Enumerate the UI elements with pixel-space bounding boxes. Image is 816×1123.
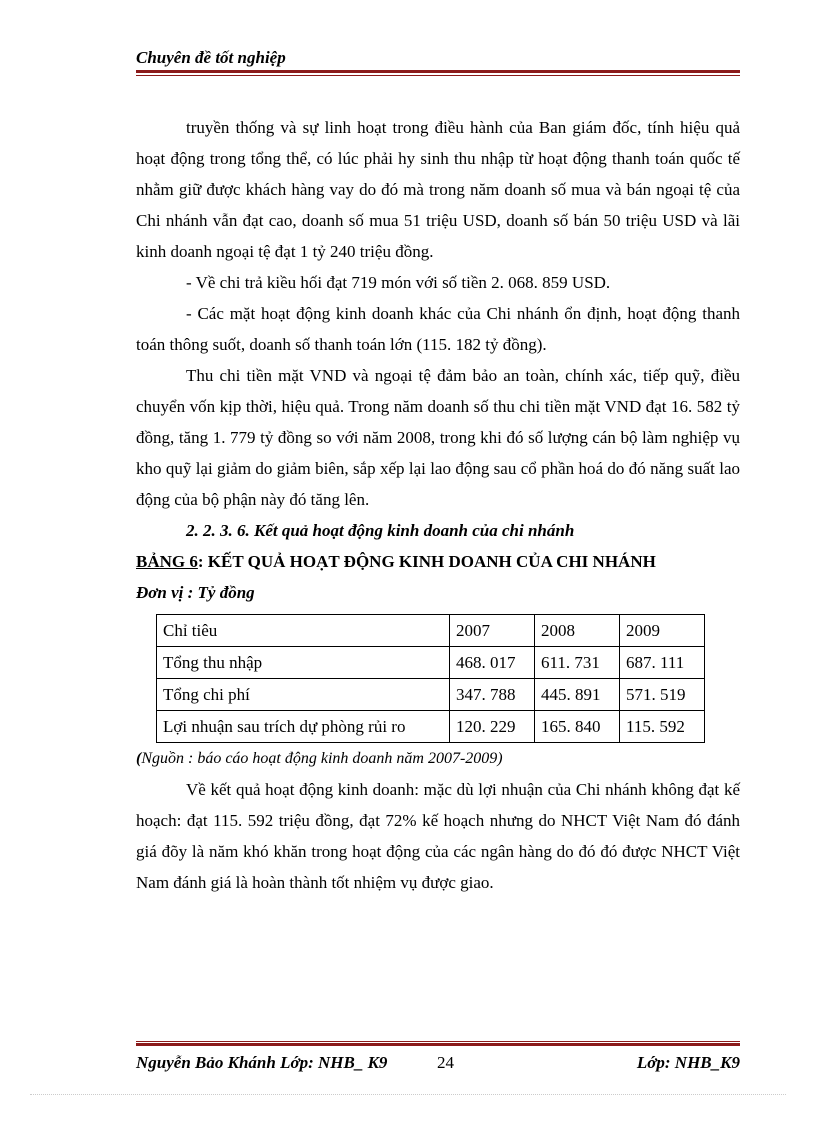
header-rule-thick xyxy=(136,70,740,73)
table-cell: 347. 788 xyxy=(450,679,535,711)
paragraph: Về kết quả hoạt động kinh doanh: mặc dù lợi nhuận của Chi nhánh không đạt kế hoạch: đạt 115. 592 triệu đồng, đạt 72% kế hoạch nhưng do NHCT Việt Nam đó đánh giá đõy là năm khó khăn trong hoạt động của các ngân hàng do đó đó được NHCT Việt Nam đánh giá là hoàn thành tốt nhiệm vụ được giao. xyxy=(136,780,740,892)
table-title xyxy=(136,546,740,577)
table-cell: Tổng chi phí xyxy=(157,679,450,711)
results-table xyxy=(156,614,705,743)
table-cell: 571. 519 xyxy=(620,679,705,711)
table-cell: 611. 731 xyxy=(535,647,620,679)
table-cell: 115. 592 xyxy=(620,711,705,743)
source-paren: ( xyxy=(136,750,142,767)
table-cell: 445. 891 xyxy=(535,679,620,711)
footer-class: Lớp: NHB_K9 xyxy=(636,1053,740,1072)
table-header-row xyxy=(157,615,705,647)
table-header-cell: Chỉ tiêu xyxy=(157,615,450,647)
source-text: Nguồn : báo cáo hoạt động kinh doanh năm 2007-2009) xyxy=(141,750,503,767)
page-edge-divider xyxy=(30,1094,786,1095)
footer-rule-thin xyxy=(136,1041,740,1042)
table-title-label: BẢNG 6 xyxy=(136,552,198,571)
section-heading: 2. 2. 3. 6. Kết quả hoạt động kinh doanh của chi nhánh xyxy=(186,521,575,540)
paragraph: - Các mặt hoạt động kinh doanh khác của Chi nhánh ổn định, hoạt động thanh toán thông suốt, doanh số thanh toán lớn (115. 182 tỷ đồng). xyxy=(136,304,740,354)
table-cell: 120. 229 xyxy=(450,711,535,743)
table-title-text: : KẾT QUẢ HOẠT ĐỘNG KINH DOANH CỦA CHI NHÁNH xyxy=(197,552,656,571)
table-cell: Tổng thu nhập xyxy=(157,647,450,679)
footer-author: Nguyễn Bảo Khánh Lớp: NHB_ K9 xyxy=(136,1053,388,1072)
table-cell: 687. 111 xyxy=(620,647,705,679)
page-header-title: Chuyên đề tốt nghiệp xyxy=(136,48,286,67)
table-row xyxy=(157,647,705,679)
table-row xyxy=(157,711,705,743)
paragraph: - Về chi trả kiều hối đạt 719 món với số tiền 2. 068. 859 USD. xyxy=(186,273,611,292)
table-source xyxy=(136,743,740,774)
header-rule-thin xyxy=(136,75,740,76)
page-number: 24 xyxy=(437,1053,454,1072)
document-body xyxy=(136,112,740,898)
table-row xyxy=(157,679,705,711)
paragraph: Thu chi tiền mặt VND và ngoại tệ đảm bảo an toàn, chính xác, tiếp quỹ, điều chuyển vốn kịp thời, hiệu quả. Trong năm doanh số thu chi tiền mặt VND đạt 16. 582 tỷ đồng, tăng 1. 779 tỷ đồng so với năm 2008, trong khi đó số lượng cán bộ làm nghiệp vụ kho quỹ lại giảm do giảm biên, sắp xếp lại lao động sau cổ phần hoá do đó năng suất lao động của bộ phận này đó tăng lên. xyxy=(136,366,740,509)
table-unit: Đơn vị : Tỷ đồng xyxy=(136,583,255,602)
table-header-cell: 2009 xyxy=(620,615,705,647)
footer-rule-thick xyxy=(136,1043,740,1046)
table-header-cell: 2007 xyxy=(450,615,535,647)
table-cell: 165. 840 xyxy=(535,711,620,743)
table-cell: Lợi nhuận sau trích dự phòng rủi ro xyxy=(157,711,450,743)
paragraph: truyền thống và sự linh hoạt trong điều hành của Ban giám đốc, tính hiệu quả hoạt động trong tổng thể, có lúc phải hy sinh thu nhập từ hoạt động thanh toán quốc tế nhằm giữ được khách hàng vay do đó mà trong năm doanh số mua và bán ngoại tệ của Chi nhánh vẫn đạt cao, doanh số mua 51 triệu USD, doanh số bán 50 triệu USD và lãi kinh doanh ngoại tệ đạt 1 tỷ 240 triệu đồng. xyxy=(136,118,740,261)
table-cell: 468. 017 xyxy=(450,647,535,679)
table-header-cell: 2008 xyxy=(535,615,620,647)
